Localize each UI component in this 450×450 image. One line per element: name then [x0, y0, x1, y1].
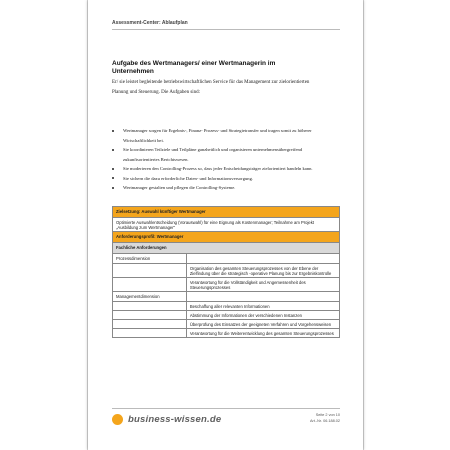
dimension-label: Prozessdimension — [113, 254, 187, 264]
table-cell — [113, 311, 187, 320]
footer-divider — [112, 408, 340, 409]
table-row — [113, 207, 340, 218]
table-cell — [113, 264, 187, 278]
table-row — [113, 311, 340, 320]
table-row — [113, 329, 340, 338]
table-row — [113, 292, 340, 302]
table-row — [113, 264, 340, 278]
article-number: Art.-Nr. 06.188.02 — [310, 419, 340, 423]
table-cell: Organisation des gesamten Steuerungsprozesses von der Ebene der Zielfindung über die strategisch -operative Planung bis zur Ergebniskontrolle — [186, 264, 339, 278]
dimension-label: Managementdimension — [113, 292, 187, 302]
requirements-table — [112, 206, 340, 338]
logo-text: business-wissen.de — [128, 414, 222, 425]
table-cell — [113, 320, 187, 329]
intro-paragraph: Er/ sie leistet begleitende betriebswirtschaftlichen Service für das Management zur zielorientierten Planung und Steuerung. Die Aufgaben sind: — [112, 80, 310, 95]
task-list — [112, 126, 337, 193]
bullet-icon — [112, 149, 114, 151]
document-page — [88, 0, 363, 450]
list-item: Sie moderieren den Controlling-Prozess so, dass jeder Entscheidungsträger zielorientiert handeln kann. — [112, 164, 337, 174]
section-label: Fachliche Anforderungen — [113, 243, 340, 254]
table-cell — [113, 302, 187, 311]
list-item: Wertmanager sorgen für Ergebnis-, Finanz- Prozess- und Strategietransfer und tragen somit zu höherer Wirtschaftlichkeit bei. — [112, 126, 337, 145]
list-item: Wertmanager gestalten und pflegen die Controlling-Systeme. — [112, 183, 337, 193]
table-row — [113, 218, 340, 232]
table-row — [113, 243, 340, 254]
list-item: Sie koordinieren Teilziele und Teilpläne ganzheitlich und organisieren unternehmensübergreifend zukunftsorientiertes Berichtswesen. — [112, 145, 337, 164]
table-row — [113, 320, 340, 329]
footer-logo — [112, 414, 221, 425]
goal-label: Zielsetzung: Auswahl künftiger Wertmanager — [113, 207, 340, 218]
profile-label: Anforderungsprofil: Wertmanager — [113, 232, 340, 243]
table-cell: Verantwortung für die Weiterentwicklung des gesamten Steuerungsprozesses — [186, 329, 339, 338]
page-info — [278, 412, 340, 424]
bullet-icon — [112, 130, 114, 132]
table-cell: Beschaffung aller relevanten Informationen — [186, 302, 339, 311]
table-cell: Abstimmung der Informationen der verschiedenen Instanzen — [186, 311, 339, 320]
logo-dot-icon — [112, 414, 123, 425]
table-cell — [113, 278, 187, 292]
goal-text: Optimierte Auswahlentscheidung (Vorauswahl) für eine Eignung als Kostenmanager; Teilnahme am Projekt „Ausbildung zum Wertmanager“ — [113, 218, 340, 232]
table-row — [113, 302, 340, 311]
page-number: Seite 2 von 10 — [315, 413, 340, 417]
document-title: Aufgabe des Wertmanagers/ einer Wertmanagerin im Unternehmen — [112, 60, 276, 75]
bullet-icon — [112, 187, 114, 189]
table-cell: Verantwortung für die Vollständigkeit und Angemessenheit des Steuerungsprozesses — [186, 278, 339, 292]
bullet-icon — [112, 168, 114, 170]
table-row — [113, 278, 340, 292]
table-cell: Überprüfung des Einsatzes der geeigneten Verfahren und Vorgehensweisen — [186, 320, 339, 329]
page-header: Assessment-Center: Ablaufplan — [112, 20, 188, 26]
table-cell — [113, 329, 187, 338]
bullet-icon — [112, 177, 114, 179]
table-cell — [186, 292, 339, 302]
table-row — [113, 254, 340, 264]
list-item: Sie sichern die dazu erforderliche Daten- und Informationsversorgung. — [112, 174, 337, 184]
table-row — [113, 232, 340, 243]
header-divider — [112, 29, 340, 30]
table-cell — [186, 254, 339, 264]
